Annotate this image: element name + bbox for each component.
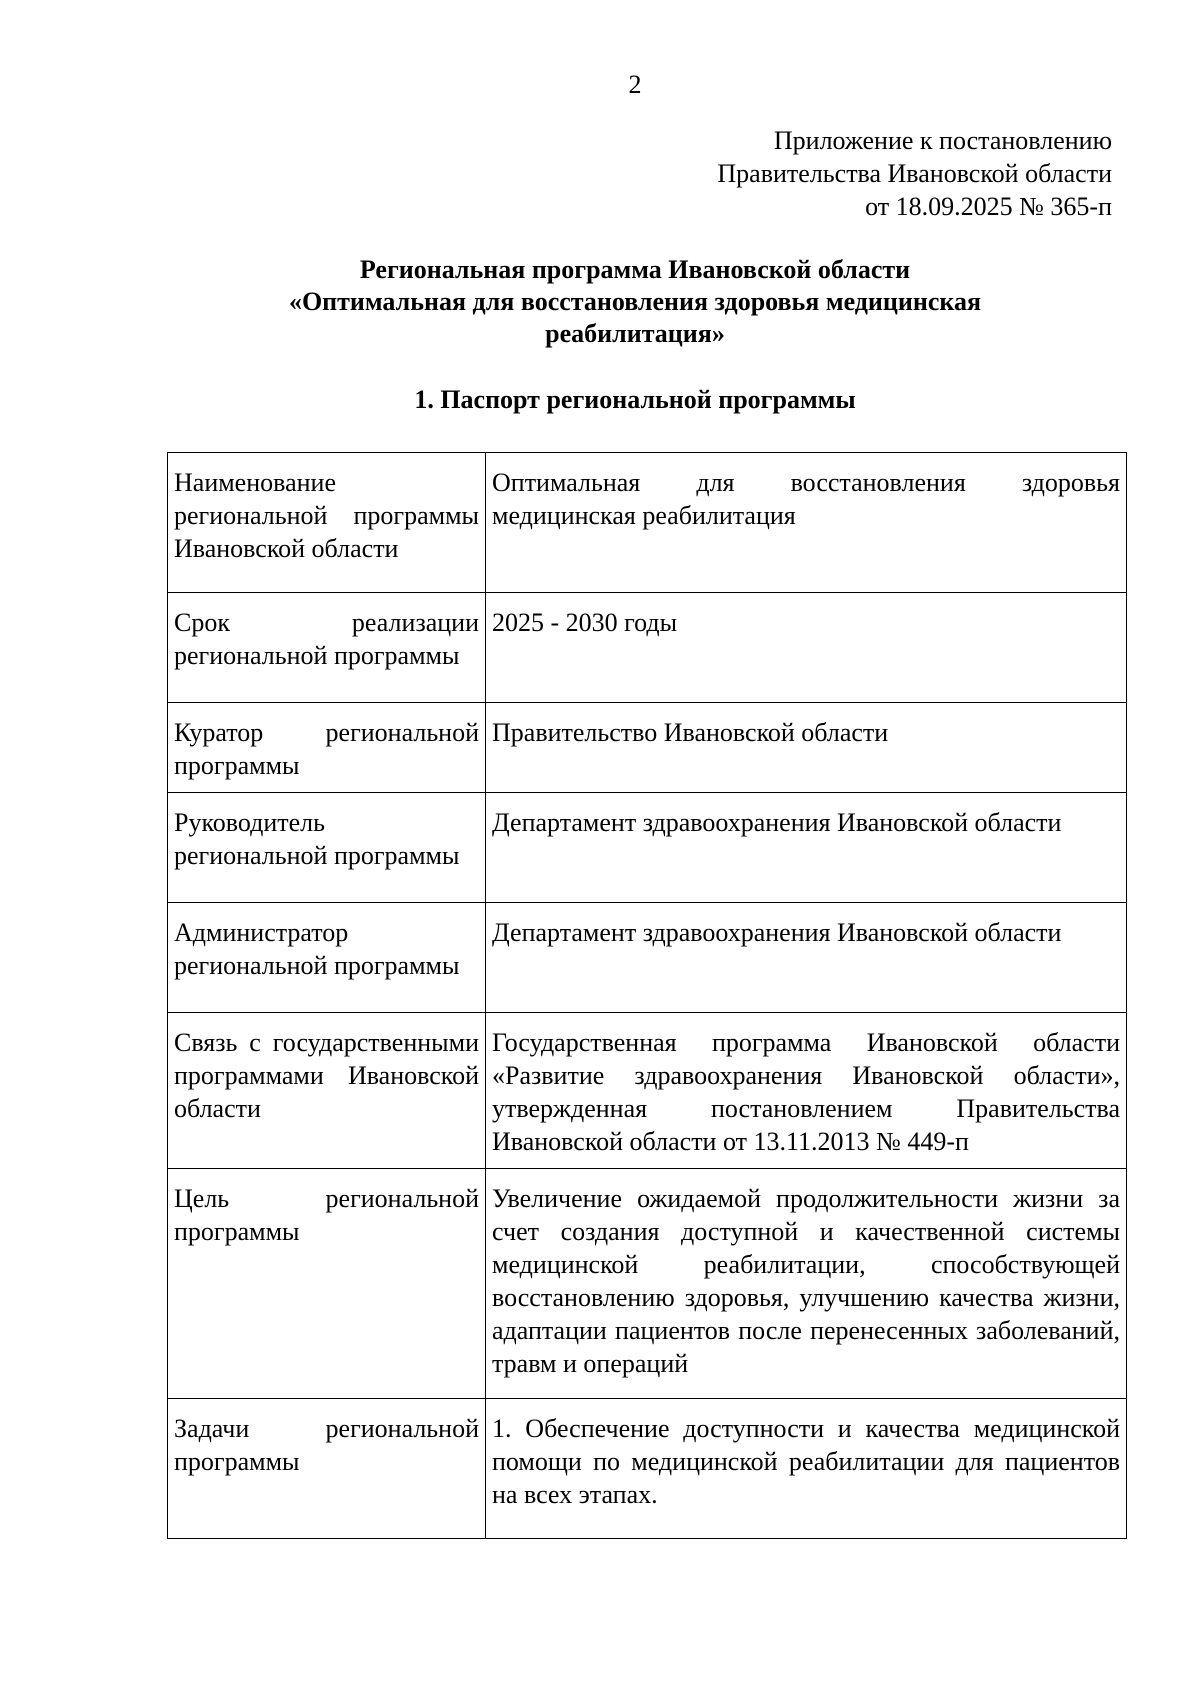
row-value: Оптимальная для восстановления здоровья медицинская реабилитация	[486, 453, 1127, 593]
table-row	[168, 793, 1127, 903]
row-label: Руководитель региональной программы	[168, 793, 486, 903]
row-label: Цель региональной программы	[168, 1169, 486, 1399]
row-value: Департамент здравоохранения Ивановской области	[486, 793, 1127, 903]
program-title-line: реабилитация»	[545, 319, 725, 348]
row-value: 2025 - 2030 годы	[486, 593, 1127, 703]
passport-table	[167, 452, 1127, 1539]
row-label: Срок реализации региональной программы	[168, 593, 486, 703]
row-label: Куратор региональной программы	[168, 703, 486, 793]
row-value: 1. Обеспечение доступности и качества медицинской помощи по медицинской реабилитации для пациентов на всех этапах.	[486, 1399, 1127, 1539]
table-row	[168, 1399, 1127, 1539]
row-value: Увеличение ожидаемой продолжительности жизни за счет создания доступной и качественной системы медицинской реабилитации, способствующей восстановлению здоровья, улучшению качества жизни, адаптации пациентов после перенесенных заболеваний, травм и операций	[486, 1169, 1127, 1399]
appendix-line: от 18.09.2025 № 365-п	[865, 192, 1112, 221]
row-value: Правительство Ивановской области	[486, 703, 1127, 793]
row-label: Связь с государственными программами Ивановской области	[168, 1013, 486, 1169]
row-value: Департамент здравоохранения Ивановской области	[486, 903, 1127, 1013]
row-label: Администратор региональной программы	[168, 903, 486, 1013]
table-row	[168, 1169, 1127, 1399]
row-value: Государственная программа Ивановской области «Развитие здравоохранения Ивановской области», утвержденная постановлением Правительства Ивановской области от 13.11.2013 № 449-п	[486, 1013, 1127, 1169]
table-row	[168, 903, 1127, 1013]
table-row	[168, 453, 1127, 593]
program-title-line: «Оптимальная для восстановления здоровья медицинская	[288, 287, 982, 316]
page-number: 2	[628, 70, 642, 99]
row-label: Наименование региональной программы Ивановской области	[168, 453, 486, 593]
appendix-line: Приложение к постановлению	[773, 126, 1112, 155]
table-row	[168, 1013, 1127, 1169]
section-title: 1. Паспорт региональной программы	[414, 385, 856, 414]
appendix-note	[717, 124, 1112, 223]
row-label: Задачи региональной программы	[168, 1399, 486, 1539]
table-row	[168, 593, 1127, 703]
appendix-line: Правительства Ивановской области	[717, 159, 1112, 188]
table-row	[168, 703, 1127, 793]
program-title-line: Региональная программа Ивановской области	[359, 255, 911, 284]
program-title	[0, 254, 1200, 350]
